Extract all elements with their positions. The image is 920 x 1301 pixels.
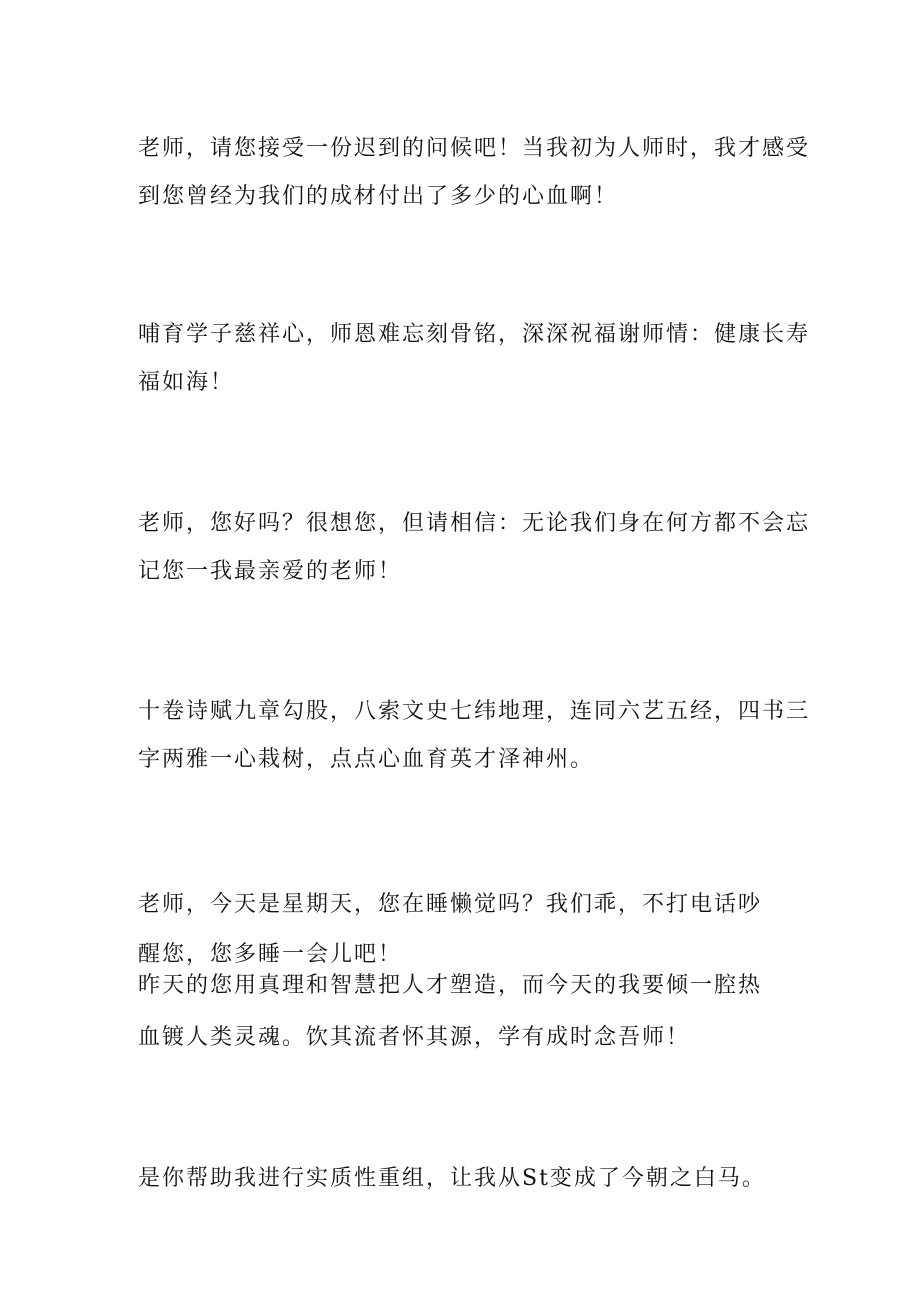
paragraph-6-line-1: 昨天的您用真理和智慧把人才塑造，而今天的我要倾一腔热 [138,973,763,998]
paragraph-3-line-1: 老师，您好吗？很想您，但请相信：无论我们身在何方都不会忘 [138,511,811,536]
paragraph-5-line-1: 老师，今天是星期天，您在睡懒觉吗？我们乖，不打电话吵 [138,892,763,917]
paragraph-3-line-2: 记您一我最亲爱的老师！ [138,559,403,584]
paragraph-5-line-2: 醒您，您多睡一会儿吧！ [138,942,403,967]
paragraph-4-line-2: 字两雅一心栽树，点点心血育英才泽神州。 [138,747,595,772]
paragraph-6-line-2: 血镀人类灵魂。饮其流者怀其源，学有成时念吾师！ [138,1025,691,1050]
paragraph-1-line-1: 老师，请您接受一份迟到的问候吧！当我初为人师时，我才感受 [138,136,811,161]
paragraph-4-line-1: 十卷诗赋九章勾股，八索文史七纬地理，连同六艺五经，四书三 [138,699,811,724]
paragraph-7-line-1: 是你帮助我进行实质性重组，让我从St变成了今朝之白马。 [138,1166,766,1191]
paragraph-2-line-1: 哺育学子慈祥心，师恩难忘刻骨铭，深深祝福谢师情：健康长寿 [138,322,811,347]
paragraph-1-line-2: 到您曾经为我们的成材付出了多少的心血啊！ [138,184,619,209]
paragraph-2-line-2: 福如海！ [138,370,235,395]
